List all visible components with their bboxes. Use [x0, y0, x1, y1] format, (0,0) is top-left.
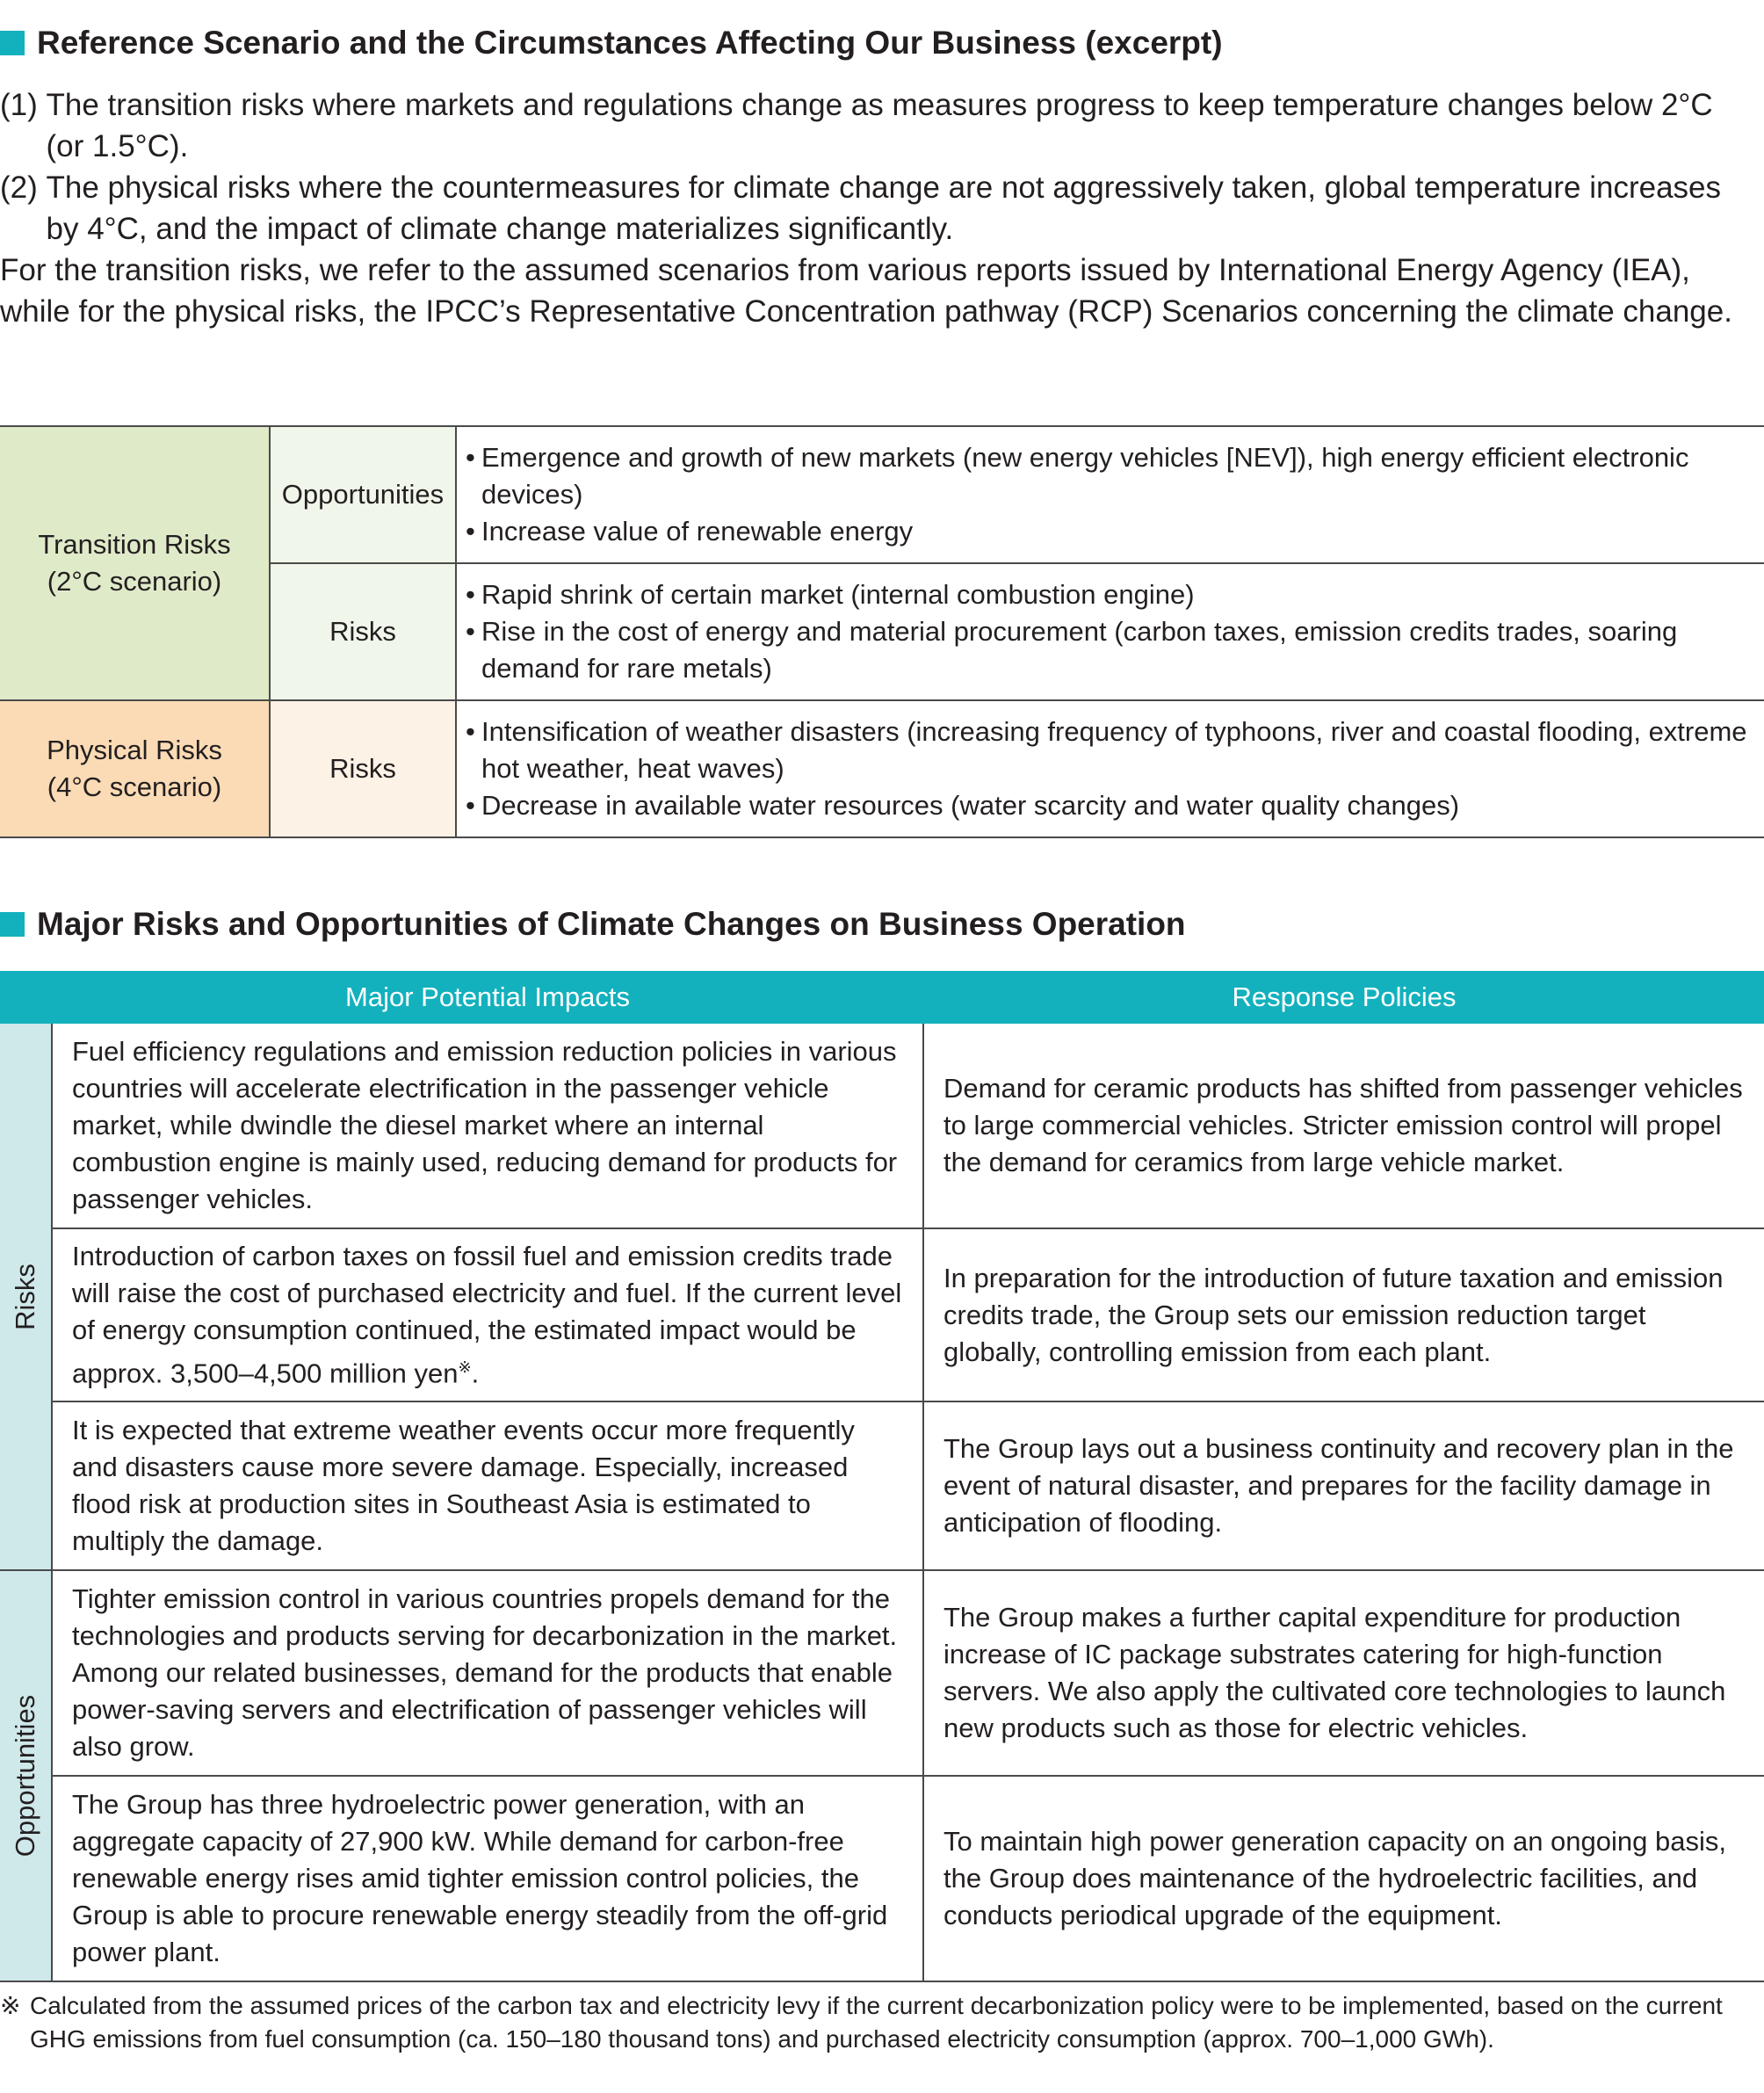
- impact-text: Introduction of carbon taxes on fossil fuel and emission credits trade will raise the cost of purchased electricity and fuel. If the current level of energy consumption continued, the estimated impact would be approx. 3,500–4,500 million yen: [72, 1241, 902, 1389]
- heading-square-icon: [0, 31, 25, 55]
- risks-category-cell: [0, 1023, 52, 1570]
- table-row: [0, 1401, 1764, 1570]
- label-line: Transition Risks: [38, 529, 231, 560]
- header-blank: [0, 972, 52, 1023]
- list-item: [0, 167, 1757, 250]
- list-item: [466, 787, 1755, 824]
- list-item-text: Intensification of weather disasters (increasing frequency of typhoons, river and coastal flooding, extreme hot weather, heat waves): [481, 716, 1747, 784]
- bullet-list: [466, 713, 1755, 824]
- heading-square-icon: [0, 912, 25, 937]
- table-row: [0, 1570, 1764, 1776]
- bullet: •: [466, 616, 475, 647]
- item-text: The physical risks where the countermeasures for climate change are not aggressively taken, global temperature increases by 4°C, and the impact of climate change materializes significantly.: [46, 170, 1722, 246]
- impact-cell: [52, 1228, 923, 1401]
- physical-risks-label: [0, 700, 270, 837]
- list-item: [466, 576, 1755, 613]
- bullet: •: [466, 516, 475, 547]
- bullet: •: [466, 442, 475, 473]
- section-heading-reference-scenario: [0, 25, 1223, 62]
- transition-risks-label: [0, 426, 270, 700]
- footnote-mark: ※: [0, 1992, 21, 2019]
- note-mark: ※: [458, 1358, 472, 1376]
- opportunities-list-cell: [456, 426, 1764, 563]
- list-item: [466, 513, 1755, 550]
- list-item-text: Rise in the cost of energy and material procurement (carbon taxes, emission credits trades, soaring demand for rare metals): [481, 616, 1678, 684]
- impact-cell: Fuel efficiency regulations and emission reduction policies in various countries will accelerate electrification in the passenger vehicle market, while dwindle the diesel market where an internal combustion engine is mainly used, reducing demand for products for passenger vehicles.: [52, 1023, 923, 1228]
- impact-cell: Tighter emission control in various countries propels demand for the technologies and products serving for decarbonization in the market. Among our related businesses, demand for the products that enable power-saving servers and electrification of passenger vehicles will also grow.: [52, 1570, 923, 1776]
- bullet: •: [466, 716, 475, 747]
- list-item: [466, 613, 1755, 687]
- section-heading-major-risks: [0, 906, 1186, 943]
- item-text: The transition risks where markets and regulations change as measures progress to keep temperature changes below 2°C (or 1.5°C).: [46, 88, 1713, 163]
- risks-label: Risks: [270, 563, 456, 700]
- impact-cell: It is expected that extreme weather events occur more frequently and disasters cause more severe damage. Especially, increased flood risk at production sites in Southeast Asia is estimated to multiply the damage.: [52, 1401, 923, 1570]
- opportunities-category-cell: [0, 1570, 52, 1981]
- table-header-row: [0, 972, 1764, 1023]
- scenario-table: [0, 425, 1764, 838]
- section-heading-text: Reference Scenario and the Circumstances Affecting Our Business (excerpt): [37, 25, 1223, 61]
- major-risks-table: [0, 971, 1764, 1982]
- header-response-policies: Response Policies: [923, 972, 1764, 1023]
- list-item-text: Rapid shrink of certain market (internal combustion engine): [481, 579, 1195, 610]
- list-item: [0, 84, 1757, 167]
- list-item: [466, 713, 1755, 787]
- label-line: (4°C scenario): [47, 771, 222, 802]
- opportunities-label: Opportunities: [270, 426, 456, 563]
- list-item: [466, 439, 1755, 513]
- table-row: [0, 1776, 1764, 1981]
- risks-category-label: Risks: [10, 1263, 40, 1330]
- policy-cell: The Group makes a further capital expenditure for production increase of IC package substrates catering for high-function servers. We also apply the cultivated core technologies to launch new products such as those for electric vehicles.: [923, 1570, 1764, 1776]
- header-major-potential-impacts: Major Potential Impacts: [52, 972, 923, 1023]
- policy-cell: To maintain high power generation capacity on an ongoing basis, the Group does maintenance of the hydroelectric facilities, and conducts periodical upgrade of the equipment.: [923, 1776, 1764, 1981]
- item-number: (1): [0, 88, 47, 122]
- table-row: [0, 700, 1764, 837]
- risks-list-cell: [456, 700, 1764, 837]
- list-item-text: Emergence and growth of new markets (new energy vehicles [NEV]), high energy efficient electronic devices): [481, 442, 1689, 510]
- impact-cell: The Group has three hydroelectric power generation, with an aggregate capacity of 27,900 kW. While demand for carbon-free renewable energy rises amid tighter emission control policies, the Group is able to procure renewable energy steadily from the off-grid power plant.: [52, 1776, 923, 1981]
- risks-label: Risks: [270, 700, 456, 837]
- risks-list-cell: [456, 563, 1764, 700]
- policy-cell: In preparation for the introduction of future taxation and emission credits trade, the Group sets our emission reduction target globally, controlling emission from each plant.: [923, 1228, 1764, 1401]
- table-row: [0, 1023, 1764, 1228]
- intro-paragraph: For the transition risks, we refer to the assumed scenarios from various reports issued by International Energy Agency (IEA), while for the physical risks, the IPCC’s Representative Concentration pathway (RCP) Scenarios concerning the climate change.: [0, 253, 1732, 329]
- bullet-list: [466, 439, 1755, 550]
- bullet: •: [466, 579, 475, 610]
- opportunities-category-label: Opportunities: [10, 1695, 40, 1858]
- bullet-list: [466, 576, 1755, 687]
- intro-text: [0, 84, 1757, 332]
- impact-text-end: .: [471, 1358, 480, 1389]
- section-heading-text: Major Risks and Opportunities of Climate Changes on Business Operation: [37, 906, 1186, 942]
- footnote-text: Calculated from the assumed prices of the carbon tax and electricity levy if the current decarbonization policy were to be implemented, based on the current GHG emissions from fuel consumption (ca. 150–180 thousand tons) and purchased electricity consumption (approx. 700–1,000 GWh).: [30, 1992, 1723, 2053]
- list-item-text: Decrease in available water resources (water scarcity and water quality changes): [481, 790, 1460, 821]
- table-row: [0, 426, 1764, 563]
- item-number: (2): [0, 170, 47, 205]
- bullet: •: [466, 790, 475, 821]
- label-line: (2°C scenario): [47, 566, 222, 597]
- policy-cell: The Group lays out a business continuity and recovery plan in the event of natural disaster, and prepares for the facility damage in anticipation of flooding.: [923, 1401, 1764, 1570]
- list-item-text: Increase value of renewable energy: [481, 516, 914, 547]
- policy-cell: Demand for ceramic products has shifted from passenger vehicles to large commercial vehicles. Stricter emission control will propel the demand for ceramics from large vehicle market.: [923, 1023, 1764, 1228]
- footnote: [0, 1989, 1757, 2056]
- table-row: [0, 1228, 1764, 1401]
- label-line: Physical Risks: [47, 735, 222, 765]
